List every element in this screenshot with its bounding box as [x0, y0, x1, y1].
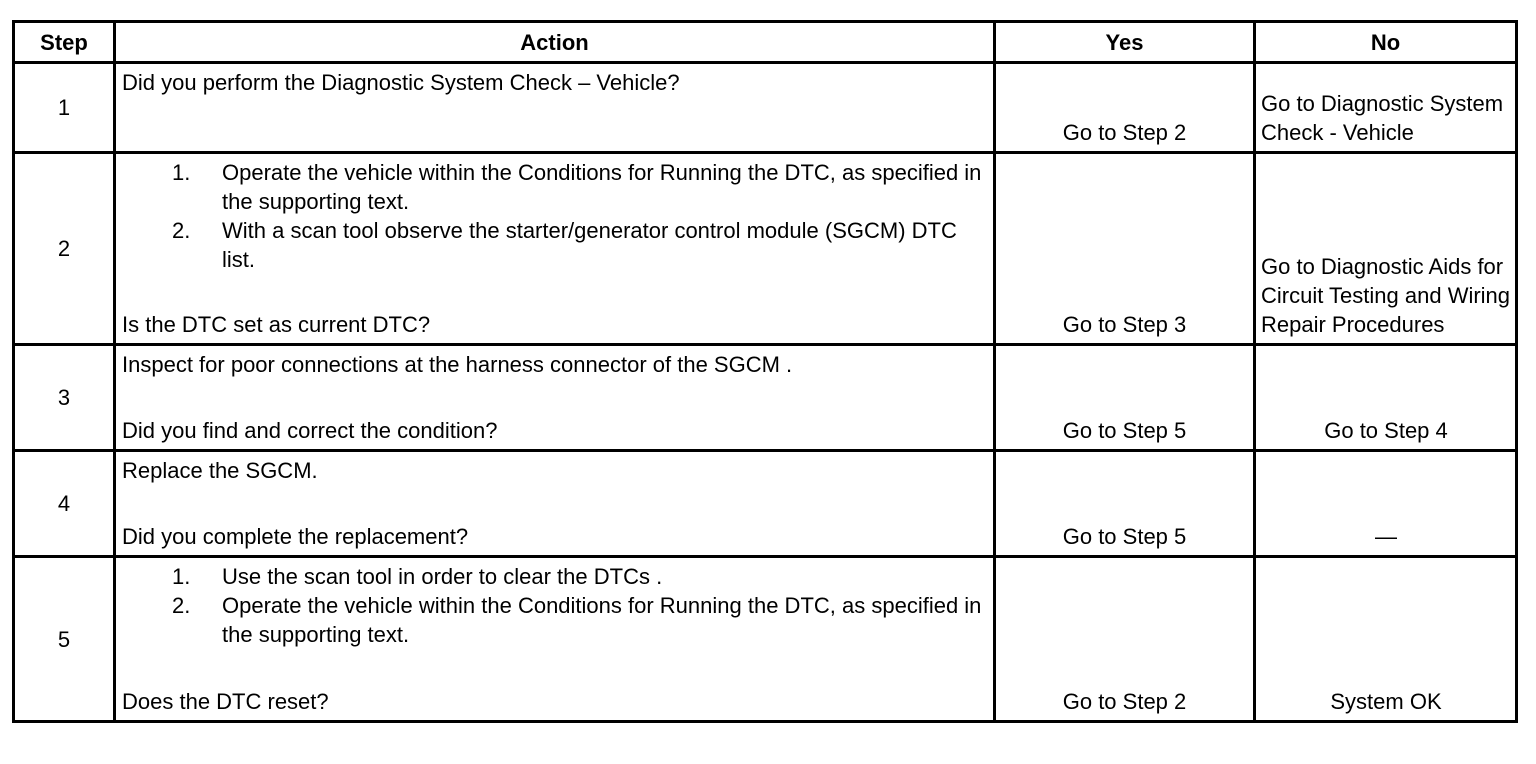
- list-item-number: 1.: [172, 160, 191, 185]
- list-item-text: With a scan tool observe the starter/generator control module (SGCM) DTC list.: [222, 218, 957, 272]
- list-item-text: Operate the vehicle within the Conditions for Running the DTC, as specified in the supporting text.: [222, 593, 982, 647]
- yes-cell: Go to Step 5: [995, 345, 1255, 451]
- no-cell: Go to Diagnostic Aids for Circuit Testing and Wiring Repair Procedures: [1255, 153, 1517, 345]
- action-steps-list: [122, 562, 989, 649]
- list-item: [172, 216, 989, 274]
- no-cell: —: [1255, 451, 1517, 557]
- action-cell: [115, 153, 995, 345]
- step-number: 5: [14, 557, 115, 722]
- no-cell: System OK: [1255, 557, 1517, 722]
- yes-cell: Go to Step 2: [995, 557, 1255, 722]
- action-text: Inspect for poor connections at the harness connector of the SGCM .: [122, 352, 793, 377]
- action-question: Did you complete the replacement?: [122, 524, 469, 549]
- action-cell: [115, 451, 995, 557]
- no-cell: Go to Step 4: [1255, 345, 1517, 451]
- header-row: [14, 22, 1517, 63]
- yes-cell: Go to Step 5: [995, 451, 1255, 557]
- table-row: [14, 557, 1517, 722]
- list-item: [172, 158, 989, 216]
- list-item-number: 1.: [172, 564, 191, 589]
- step-number: 3: [14, 345, 115, 451]
- action-question: Did you find and correct the condition?: [122, 418, 498, 443]
- table-row: [14, 451, 1517, 557]
- list-item-text: Use the scan tool in order to clear the DTCs .: [222, 564, 663, 589]
- table-row: [14, 345, 1517, 451]
- action-cell: [115, 557, 995, 722]
- action-question: Is the DTC set as current DTC?: [122, 312, 431, 337]
- action-cell: [115, 345, 995, 451]
- list-item: [172, 591, 989, 649]
- header-action: Action: [115, 22, 995, 63]
- table-row: [14, 63, 1517, 153]
- list-item-number: 2.: [172, 218, 191, 243]
- header-step: Step: [14, 22, 115, 63]
- step-number: 4: [14, 451, 115, 557]
- action-question: Does the DTC reset?: [122, 689, 329, 714]
- action-text: Did you perform the Diagnostic System Check – Vehicle?: [122, 70, 680, 95]
- step-number: 2: [14, 153, 115, 345]
- yes-cell: Go to Step 2: [995, 63, 1255, 153]
- step-number: 1: [14, 63, 115, 153]
- no-cell: Go to Diagnostic System Check - Vehicle: [1255, 63, 1517, 153]
- list-item-number: 2.: [172, 593, 191, 618]
- action-cell: [115, 63, 995, 153]
- list-item: [172, 562, 989, 591]
- action-steps-list: [122, 158, 989, 274]
- list-item-text: Operate the vehicle within the Conditions for Running the DTC, as specified in the supporting text.: [222, 160, 982, 214]
- header-no: No: [1255, 22, 1517, 63]
- header-yes: Yes: [995, 22, 1255, 63]
- diagnostic-table: [12, 20, 1518, 723]
- action-text: Replace the SGCM.: [122, 458, 318, 483]
- table-row: [14, 153, 1517, 345]
- yes-cell: Go to Step 3: [995, 153, 1255, 345]
